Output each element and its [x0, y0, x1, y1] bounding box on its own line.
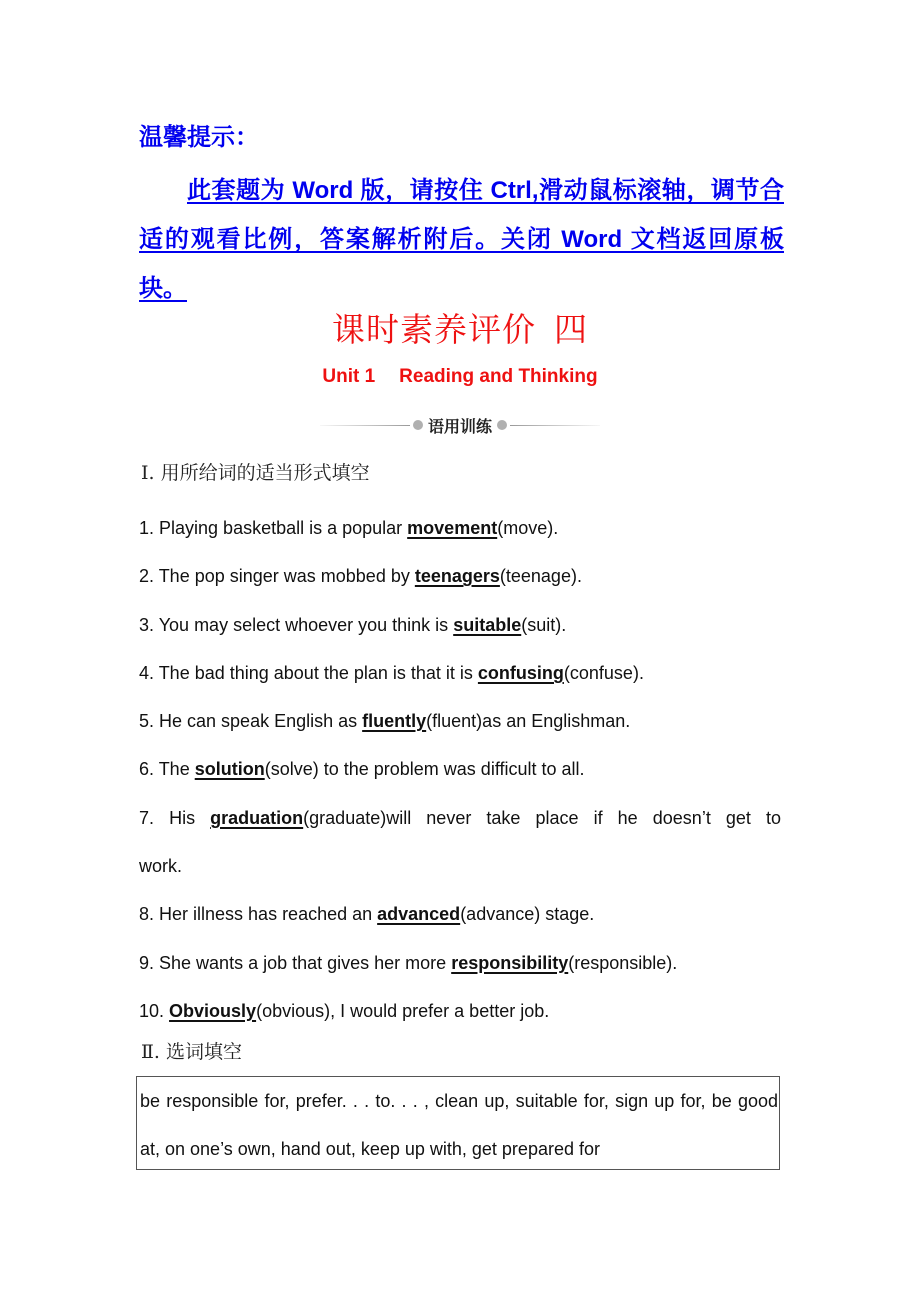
divider-line-right: [510, 425, 600, 426]
item-hint: (obvious), I would prefer a better job.: [256, 1000, 550, 1021]
item-number: 10.: [139, 1000, 165, 1021]
divider-label: 语用训练: [428, 418, 493, 436]
item-hint: (move).: [497, 518, 559, 538]
item-text: His: [154, 807, 211, 828]
item-number: 4.: [139, 662, 155, 683]
item-answer: fluently: [362, 711, 427, 732]
exercise-item: [139, 601, 781, 649]
item-text: He can speak English as: [154, 711, 363, 732]
divider-line-left: [320, 425, 410, 426]
item-answer: advanced: [377, 904, 461, 925]
title-text: 课时素养评价: [332, 310, 536, 349]
item-number: 2.: [139, 566, 155, 587]
item-text: You may select whoever you think is: [154, 614, 454, 635]
word-bank-box: [136, 1076, 780, 1170]
title-number: 四: [554, 310, 588, 349]
word-bank-text: be responsible for, prefer. . . to. . . , clean up, suitable for, sign up for, be good at, on one’s own, hand out, keep up with, get prepared for: [140, 1091, 778, 1159]
notice-link[interactable]: 此套题为 Word 版，请按住 Ctrl,滑动鼠标滚轴，调节合适的观看比例，答案解析附后。关闭 Word 文档返回原板块。: [139, 177, 784, 302]
exercise-item: [139, 890, 781, 938]
item-text: The pop singer was mobbed by: [154, 566, 415, 587]
item-text: The: [154, 759, 195, 780]
item-answer: suitable: [453, 614, 522, 635]
item-number: 9.: [139, 952, 155, 973]
item-hint: (suit).: [521, 614, 567, 635]
item-number: 8.: [139, 904, 155, 925]
exercise-item: [139, 939, 781, 987]
exercise-item: [139, 987, 781, 1035]
notice-heading: 温馨提示：: [139, 124, 259, 151]
exercise-list: [139, 504, 781, 1035]
unit-label: Unit 1: [322, 366, 376, 387]
page-title: [0, 308, 920, 352]
item-text: The bad thing about the plan is that it is: [154, 662, 478, 683]
bullet-dot-icon: [497, 420, 507, 430]
item-answer: graduation: [210, 807, 304, 828]
item-hint: (fluent)as an Englishman.: [426, 711, 631, 732]
item-number: 1.: [139, 518, 155, 538]
exercise-item: [139, 745, 781, 793]
item-number: 7.: [139, 807, 155, 828]
notice-body: [139, 166, 784, 313]
item-answer: solution: [194, 759, 265, 780]
item-answer: movement: [407, 518, 498, 538]
item-hint: (graduate)will never take place if he doesn’t get to work.: [139, 807, 782, 877]
section-1-heading: Ⅰ. 用所给词的适当形式填空: [141, 462, 370, 484]
item-hint: (solve) to the problem was difficult to all.: [264, 759, 585, 780]
item-number: 5.: [139, 711, 155, 732]
item-hint: (responsible).: [568, 952, 678, 973]
section-2-heading: Ⅱ. 选词填空: [141, 1041, 242, 1063]
item-hint: (advance) stage.: [460, 904, 595, 925]
item-hint: (confuse).: [563, 662, 644, 683]
item-answer: Obviously: [169, 1000, 257, 1021]
item-answer: confusing: [477, 662, 564, 683]
item-text: Her illness has reached an: [154, 904, 378, 925]
item-text: Playing basketball is a popular: [154, 518, 408, 538]
item-hint: (teenage).: [499, 566, 582, 587]
exercise-item: [139, 697, 781, 745]
exercise-item: [139, 552, 781, 600]
item-answer: responsibility: [451, 952, 569, 973]
bullet-dot-icon: [413, 420, 423, 430]
unit-subtitle: [0, 364, 920, 390]
item-answer: teenagers: [414, 566, 500, 587]
exercise-item: [139, 649, 781, 697]
unit-topic: Reading and Thinking: [399, 366, 598, 387]
section-divider: [320, 413, 600, 437]
item-number: 3.: [139, 614, 155, 635]
exercise-item: [139, 504, 781, 552]
item-text: She wants a job that gives her more: [154, 952, 452, 973]
item-number: 6.: [139, 759, 155, 780]
exercise-item: [139, 794, 781, 891]
